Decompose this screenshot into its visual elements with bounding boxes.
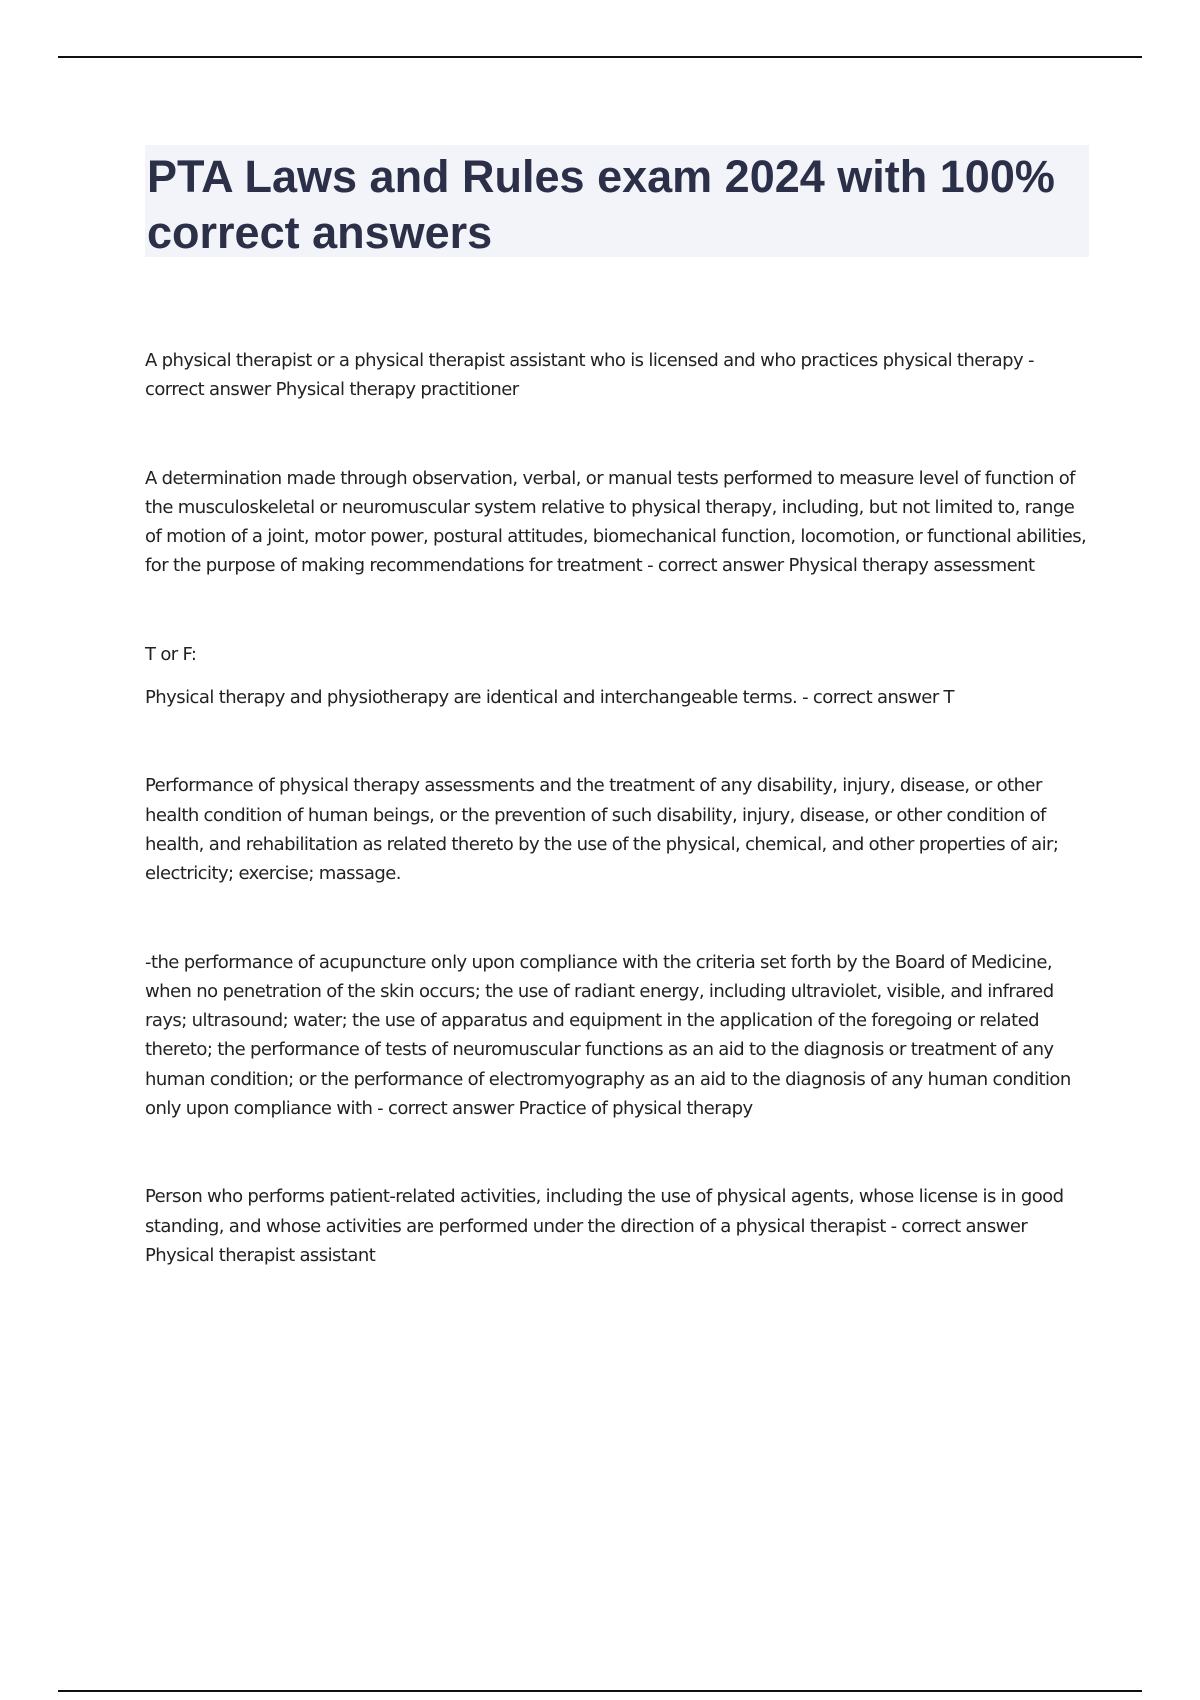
entry-practice: -the performance of acupuncture only upon compliance with the criteria set forth by the Board of Medicine, when no penetration of the skin occurs; the use of radiant energy, including ultraviolet, visible, and infrared rays; ultrasound; water; the use of apparatus and equipment in the application of the foregoing or related thereto; the performance of tests of neuromuscular functions as an aid to the diagnosis or treatment of any human condition; or the performance of electromyography as an aid to the diagnosis of any human condition only upon compliance with - correct answer Practice of physical therapy [145,951,1071,1120]
entry-assistant: Person who performs patient-related activities, including the use of physical agents, whose license is in good standing, and whose activities are performed under the direction of a physical therapist - correct answer Physical therapist assistant [145,1186,1064,1266]
entry-prompt: T or F: [145,643,197,665]
document-body [145,346,1090,1270]
entry-true-false [145,640,1090,713]
entry-performance: Performance of physical therapy assessments and the treatment of any disability, injury, disease, or other health condition of human beings, or the prevention of such disability, injury, disease, or other condition of health, and rehabilitation as related thereto by the use of the physical, chemical, and other properties of air; electricity; exercise; massage. [145,775,1059,885]
entry-question: A physical therapist or a physical therapist assistant who is licensed and who practices physical therapy - [145,350,1034,371]
bottom-rule [58,1690,1142,1692]
entry-answer: correct answer Physical therapy practitioner [145,379,519,401]
title-banner [145,145,1089,257]
document-title: PTA Laws and Rules exam 2024 with 100% correct answers [147,151,1055,258]
entry-assessment: A determination made through observation, verbal, or manual tests performed to measure level of function of the musculoskeletal or neuromuscular system relative to physical therapy, including, but not limited to, range of motion of a joint, motor power, postural attitudes, biomechanical function, locomotion, or functional abilities, for the purpose of making recommendations for treatment - correct answer Physical therapy assessment [145,467,1087,577]
top-rule [58,56,1142,58]
entry-statement: Physical therapy and physiotherapy are identical and interchangeable terms. - correct answer T [145,687,954,709]
entry-practitioner [145,346,1090,405]
